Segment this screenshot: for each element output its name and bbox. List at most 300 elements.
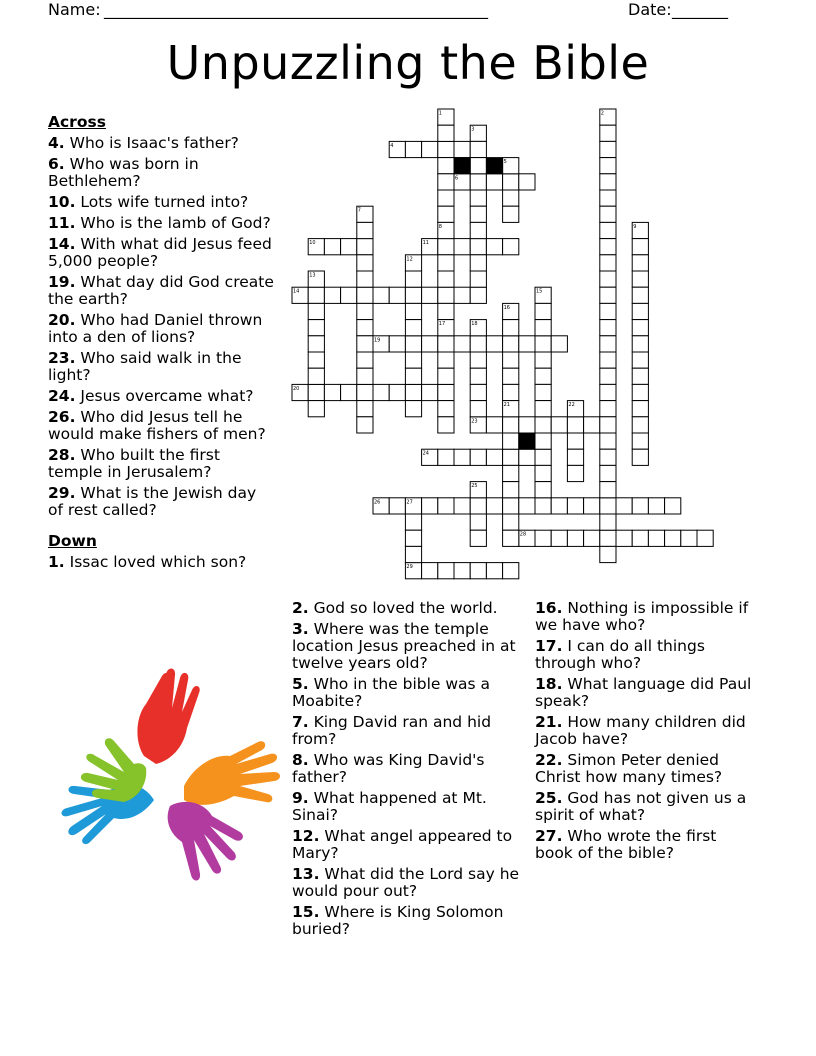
crossword-cell[interactable] bbox=[308, 303, 324, 319]
crossword-cell[interactable] bbox=[454, 449, 470, 465]
date-line[interactable]: _______ bbox=[672, 0, 728, 19]
crossword-cell[interactable] bbox=[503, 190, 519, 206]
clue-number: 11. bbox=[48, 214, 76, 232]
crossword-cell[interactable] bbox=[503, 320, 519, 336]
clue-text: How many children did Jacob have? bbox=[535, 713, 746, 748]
clue-number: 17. bbox=[535, 637, 563, 655]
crossword-cell[interactable] bbox=[405, 303, 421, 319]
crossword-cell[interactable] bbox=[454, 239, 470, 255]
crossword-cell[interactable] bbox=[503, 336, 519, 352]
crossword-cell[interactable] bbox=[470, 222, 486, 238]
clue-text: Who in the bible was a Moabite? bbox=[292, 675, 491, 710]
crossword-cell[interactable] bbox=[535, 352, 551, 368]
crossword-cell[interactable] bbox=[600, 206, 616, 222]
down-clue-21 bbox=[535, 714, 755, 748]
down-clue-17 bbox=[535, 638, 755, 672]
crossword-cell[interactable] bbox=[632, 336, 648, 352]
crossword-cell[interactable] bbox=[422, 563, 438, 579]
crossword-cell[interactable] bbox=[438, 303, 454, 319]
crossword-cell[interactable] bbox=[357, 287, 373, 303]
crossword-cell-number: 9 bbox=[633, 223, 637, 230]
clue-number: 23. bbox=[48, 349, 76, 367]
crossword-cell[interactable] bbox=[632, 401, 648, 417]
crossword-cell[interactable] bbox=[470, 514, 486, 530]
crossword-cell[interactable] bbox=[438, 498, 454, 514]
clue-number: 27. bbox=[535, 827, 563, 845]
crossword-cell[interactable] bbox=[616, 530, 632, 546]
crossword-cell[interactable] bbox=[324, 287, 340, 303]
crossword-cell[interactable] bbox=[357, 320, 373, 336]
crossword-cell-number: 25 bbox=[471, 483, 478, 490]
crossword-cell[interactable] bbox=[486, 449, 502, 465]
clue-text: What day did God create the earth? bbox=[48, 273, 274, 308]
crossword-cell[interactable] bbox=[519, 174, 535, 190]
clue-text: Issac loved which son? bbox=[69, 553, 247, 571]
crossword-cell[interactable] bbox=[341, 239, 357, 255]
crossword-cell[interactable] bbox=[535, 433, 551, 449]
clue-text: Who did Jesus tell he would make fishers of men? bbox=[48, 408, 266, 443]
crossword-cell[interactable] bbox=[600, 482, 616, 498]
down-heading: Down bbox=[48, 532, 97, 550]
crossword-cell[interactable] bbox=[422, 141, 438, 157]
crossword-cell[interactable] bbox=[308, 368, 324, 384]
crossword-cell[interactable] bbox=[405, 336, 421, 352]
crossword-cell[interactable] bbox=[503, 368, 519, 384]
crossword-cell[interactable] bbox=[632, 287, 648, 303]
crossword-cell[interactable] bbox=[405, 368, 421, 384]
crossword-cell-number: 23 bbox=[471, 418, 478, 425]
crossword-cell[interactable] bbox=[405, 320, 421, 336]
crossword-cell[interactable] bbox=[600, 368, 616, 384]
down-clue-22 bbox=[535, 752, 755, 786]
crossword-cell[interactable] bbox=[405, 287, 421, 303]
crossword-cell[interactable] bbox=[438, 336, 454, 352]
crossword-cell[interactable] bbox=[632, 530, 648, 546]
crossword-cell[interactable] bbox=[357, 222, 373, 238]
clue-number: 21. bbox=[535, 713, 563, 731]
crossword-cell-number: 18 bbox=[471, 321, 478, 328]
clue-number: 1. bbox=[48, 553, 65, 571]
crossword-cell[interactable] bbox=[535, 482, 551, 498]
colorful-hands-illustration bbox=[44, 656, 294, 896]
down-clue-2 bbox=[292, 600, 524, 617]
crossword-cell[interactable] bbox=[341, 287, 357, 303]
clue-number: 14. bbox=[48, 235, 76, 253]
crossword-cell[interactable] bbox=[535, 465, 551, 481]
crossword-cell[interactable] bbox=[470, 449, 486, 465]
crossword-cell-number: 26 bbox=[374, 499, 381, 506]
crossword-cell[interactable] bbox=[600, 158, 616, 174]
crossword-cell[interactable] bbox=[519, 498, 535, 514]
crossword-cell[interactable] bbox=[503, 449, 519, 465]
crossword-cell[interactable] bbox=[308, 384, 324, 400]
down-clue-15 bbox=[292, 904, 524, 938]
orange-hand-icon bbox=[184, 741, 280, 805]
crossword-cell[interactable] bbox=[632, 303, 648, 319]
crossword-cell[interactable] bbox=[486, 174, 502, 190]
crossword-cell[interactable] bbox=[600, 449, 616, 465]
crossword-cell[interactable] bbox=[405, 401, 421, 417]
crossword-cell[interactable] bbox=[567, 465, 583, 481]
crossword-cell[interactable] bbox=[600, 336, 616, 352]
crossword-cell[interactable] bbox=[357, 352, 373, 368]
crossword-cell[interactable] bbox=[535, 401, 551, 417]
clue-text: With what did Jesus feed 5,000 people? bbox=[48, 235, 272, 270]
crossword-cell-number: 21 bbox=[503, 402, 510, 409]
down-clue-5 bbox=[292, 676, 524, 710]
crossword-cell[interactable] bbox=[551, 498, 567, 514]
crossword-cell[interactable] bbox=[438, 158, 454, 174]
crossword-cell[interactable] bbox=[438, 287, 454, 303]
clue-number: 13. bbox=[292, 865, 320, 883]
crossword-cell[interactable] bbox=[308, 352, 324, 368]
crossword-cell-number: 14 bbox=[293, 288, 300, 295]
crossword-cell[interactable] bbox=[470, 158, 486, 174]
crossword-cell[interactable] bbox=[584, 530, 600, 546]
clue-text: What is the Jewish day of rest called? bbox=[48, 484, 257, 519]
crossword-cell[interactable] bbox=[470, 368, 486, 384]
clue-number: 26. bbox=[48, 408, 76, 426]
crossword-cell[interactable] bbox=[503, 498, 519, 514]
crossword-cell[interactable] bbox=[470, 190, 486, 206]
clue-number: 8. bbox=[292, 751, 309, 769]
crossword-cell[interactable] bbox=[405, 271, 421, 287]
clue-text: Nothing is impossible if we have who? bbox=[535, 599, 749, 634]
name-line[interactable]: ________________________________________________ bbox=[104, 0, 488, 19]
crossword-cell[interactable] bbox=[616, 498, 632, 514]
clue-number: 22. bbox=[535, 751, 563, 769]
crossword-cell[interactable] bbox=[405, 530, 421, 546]
crossword-cell-number: 12 bbox=[406, 256, 413, 263]
crossword-cell[interactable] bbox=[470, 563, 486, 579]
crossword-cell[interactable] bbox=[551, 417, 567, 433]
crossword-cell[interactable] bbox=[357, 303, 373, 319]
down-clue-9 bbox=[292, 790, 524, 824]
crossword-cell[interactable] bbox=[600, 190, 616, 206]
crossword-cell[interactable] bbox=[648, 498, 664, 514]
crossword-cell[interactable] bbox=[357, 401, 373, 417]
crossword-cell[interactable] bbox=[422, 384, 438, 400]
crossword-cell[interactable] bbox=[373, 287, 389, 303]
crossword-block-cell bbox=[519, 433, 535, 449]
crossword-cell[interactable] bbox=[567, 530, 583, 546]
crossword-cell[interactable] bbox=[551, 530, 567, 546]
crossword-cell[interactable] bbox=[503, 563, 519, 579]
crossword-cell[interactable] bbox=[632, 320, 648, 336]
clue-number: 9. bbox=[292, 789, 309, 807]
crossword-cell[interactable] bbox=[470, 239, 486, 255]
crossword-cell[interactable] bbox=[470, 530, 486, 546]
crossword-cell[interactable] bbox=[600, 514, 616, 530]
crossword-cell[interactable] bbox=[632, 498, 648, 514]
crossword-cell[interactable] bbox=[308, 287, 324, 303]
crossword-cell[interactable] bbox=[600, 384, 616, 400]
crossword-cell[interactable] bbox=[535, 530, 551, 546]
crossword-cell[interactable] bbox=[389, 384, 405, 400]
crossword-cell[interactable] bbox=[438, 401, 454, 417]
crossword-cell[interactable] bbox=[567, 417, 583, 433]
crossword-cell[interactable] bbox=[308, 336, 324, 352]
clue-text: Who wrote the first book of the bible? bbox=[535, 827, 717, 862]
crossword-cell[interactable] bbox=[503, 174, 519, 190]
crossword-cell[interactable] bbox=[405, 514, 421, 530]
clue-text: Jesus overcame what? bbox=[80, 387, 254, 405]
crossword-cell[interactable] bbox=[632, 384, 648, 400]
clue-number: 10. bbox=[48, 193, 76, 211]
crossword-cell[interactable] bbox=[551, 336, 567, 352]
crossword-cell[interactable] bbox=[357, 271, 373, 287]
crossword-cell[interactable] bbox=[519, 417, 535, 433]
clue-number: 19. bbox=[48, 273, 76, 291]
crossword-cell[interactable] bbox=[438, 352, 454, 368]
crossword-cell[interactable] bbox=[454, 141, 470, 157]
crossword-cell[interactable] bbox=[357, 384, 373, 400]
crossword-block-cell bbox=[486, 158, 502, 174]
crossword-cell[interactable] bbox=[503, 239, 519, 255]
crossword-cell[interactable] bbox=[600, 417, 616, 433]
crossword-cell[interactable] bbox=[697, 530, 713, 546]
crossword-cell[interactable] bbox=[438, 125, 454, 141]
crossword-cell[interactable] bbox=[632, 449, 648, 465]
crossword-cell[interactable] bbox=[470, 287, 486, 303]
crossword-cell[interactable] bbox=[405, 352, 421, 368]
clue-number: 12. bbox=[292, 827, 320, 845]
crossword-cell[interactable] bbox=[600, 287, 616, 303]
crossword-cell[interactable] bbox=[567, 449, 583, 465]
crossword-cell[interactable] bbox=[632, 255, 648, 271]
down-clue-13 bbox=[292, 866, 524, 900]
crossword-cell[interactable] bbox=[470, 498, 486, 514]
crossword-cell[interactable] bbox=[486, 417, 502, 433]
crossword-cell[interactable] bbox=[357, 239, 373, 255]
crossword-cell[interactable] bbox=[503, 433, 519, 449]
crossword-block-cell bbox=[454, 158, 470, 174]
crossword-cell[interactable] bbox=[648, 530, 664, 546]
crossword-cell[interactable] bbox=[503, 465, 519, 481]
crossword-cell[interactable] bbox=[600, 255, 616, 271]
crossword-cell[interactable] bbox=[632, 271, 648, 287]
crossword-cell-number: 5 bbox=[503, 159, 507, 166]
clue-text: Who is Isaac's father? bbox=[69, 134, 239, 152]
clue-number: 15. bbox=[292, 903, 320, 921]
crossword-cell[interactable] bbox=[519, 449, 535, 465]
crossword-cell-number: 3 bbox=[471, 126, 475, 133]
crossword-cell[interactable] bbox=[438, 190, 454, 206]
crossword-cell[interactable] bbox=[584, 498, 600, 514]
crossword-cell-number: 7 bbox=[357, 207, 361, 214]
crossword-cell[interactable] bbox=[600, 546, 616, 562]
crossword-cell[interactable] bbox=[600, 239, 616, 255]
crossword-cell-number: 11 bbox=[422, 240, 429, 247]
crossword-cell[interactable] bbox=[470, 174, 486, 190]
down-clue-18 bbox=[535, 676, 755, 710]
crossword-cell[interactable] bbox=[665, 530, 681, 546]
crossword-cell[interactable] bbox=[632, 433, 648, 449]
crossword-cell[interactable] bbox=[373, 384, 389, 400]
clue-text: Who was born in Bethlehem? bbox=[48, 155, 199, 190]
crossword-cell[interactable] bbox=[470, 352, 486, 368]
clue-text: Who built the first temple in Jerusalem? bbox=[48, 446, 220, 481]
crossword-cell[interactable] bbox=[567, 433, 583, 449]
clue-number: 24. bbox=[48, 387, 76, 405]
crossword-cell[interactable] bbox=[438, 141, 454, 157]
crossword-cell[interactable] bbox=[438, 563, 454, 579]
crossword-cell[interactable] bbox=[470, 401, 486, 417]
crossword-cell[interactable] bbox=[454, 287, 470, 303]
crossword-cell[interactable] bbox=[324, 384, 340, 400]
crossword-cell[interactable] bbox=[535, 449, 551, 465]
crossword-cell[interactable] bbox=[389, 498, 405, 514]
crossword-cell[interactable] bbox=[422, 336, 438, 352]
crossword-cell[interactable] bbox=[486, 498, 502, 514]
crossword-cell[interactable] bbox=[357, 368, 373, 384]
crossword-cell[interactable] bbox=[535, 368, 551, 384]
crossword-cell[interactable] bbox=[438, 449, 454, 465]
clue-text: What did the Lord say he would pour out? bbox=[292, 865, 520, 900]
crossword-cell[interactable] bbox=[438, 417, 454, 433]
crossword-cell[interactable] bbox=[470, 255, 486, 271]
crossword-cell[interactable] bbox=[454, 498, 470, 514]
crossword-cell[interactable] bbox=[389, 287, 405, 303]
crossword-cell[interactable] bbox=[632, 239, 648, 255]
clue-text: Who had Daniel thrown into a den of lions? bbox=[48, 311, 263, 346]
clue-text: I can do all things through who? bbox=[535, 637, 705, 672]
crossword-cell[interactable] bbox=[600, 303, 616, 319]
crossword-cell[interactable] bbox=[470, 336, 486, 352]
crossword-cell[interactable] bbox=[422, 287, 438, 303]
crossword-cell[interactable] bbox=[600, 401, 616, 417]
crossword-cell-number: 27 bbox=[406, 499, 413, 506]
page-title: Unpuzzling the Bible bbox=[166, 36, 650, 90]
crossword-cell[interactable] bbox=[438, 174, 454, 190]
purple-hand-icon bbox=[168, 802, 243, 881]
crossword-cell[interactable] bbox=[341, 384, 357, 400]
crossword-cell[interactable] bbox=[600, 465, 616, 481]
crossword-cell[interactable] bbox=[389, 336, 405, 352]
crossword-cell[interactable] bbox=[438, 271, 454, 287]
crossword-cell-number: 22 bbox=[568, 402, 575, 409]
crossword-cell[interactable] bbox=[438, 255, 454, 271]
crossword-cell-number: 29 bbox=[406, 564, 413, 571]
crossword-cell[interactable] bbox=[454, 563, 470, 579]
crossword-cell[interactable] bbox=[324, 239, 340, 255]
clue-number: 29. bbox=[48, 484, 76, 502]
crossword-cell[interactable] bbox=[486, 336, 502, 352]
clue-text: God has not given us a spirit of what? bbox=[535, 789, 747, 824]
crossword-cell[interactable] bbox=[600, 498, 616, 514]
crossword-cell[interactable] bbox=[454, 336, 470, 352]
crossword-cell-number: 4 bbox=[390, 142, 394, 149]
crossword-cell[interactable] bbox=[438, 384, 454, 400]
crossword-cell[interactable] bbox=[470, 271, 486, 287]
crossword-cell[interactable] bbox=[503, 530, 519, 546]
across-heading: Across bbox=[48, 113, 106, 131]
crossword-cell-number: 16 bbox=[503, 304, 510, 311]
crossword-cell[interactable] bbox=[503, 514, 519, 530]
crossword-cell[interactable] bbox=[665, 498, 681, 514]
crossword-cell[interactable] bbox=[535, 320, 551, 336]
down-clue-7 bbox=[292, 714, 524, 748]
crossword-cell[interactable] bbox=[503, 417, 519, 433]
crossword-cell[interactable] bbox=[600, 222, 616, 238]
red-hand-icon bbox=[137, 668, 199, 764]
crossword-cell[interactable] bbox=[357, 255, 373, 271]
crossword-cell[interactable] bbox=[535, 336, 551, 352]
crossword-cell[interactable] bbox=[470, 141, 486, 157]
crossword-cell[interactable] bbox=[535, 498, 551, 514]
crossword-cell[interactable] bbox=[632, 368, 648, 384]
crossword-cell[interactable] bbox=[438, 239, 454, 255]
clue-text: What language did Paul speak? bbox=[535, 675, 752, 710]
crossword-cell[interactable] bbox=[438, 368, 454, 384]
crossword-cell[interactable] bbox=[503, 482, 519, 498]
crossword-cell[interactable] bbox=[438, 206, 454, 222]
crossword-cell[interactable] bbox=[308, 401, 324, 417]
crossword-cell[interactable] bbox=[308, 320, 324, 336]
crossword-cell[interactable] bbox=[503, 206, 519, 222]
crossword-cell[interactable] bbox=[632, 352, 648, 368]
crossword-cell[interactable] bbox=[681, 530, 697, 546]
crossword-cell[interactable] bbox=[470, 206, 486, 222]
crossword-cell[interactable] bbox=[503, 384, 519, 400]
crossword-cell-number: 6 bbox=[455, 175, 459, 182]
crossword-cell[interactable] bbox=[405, 141, 421, 157]
crossword-cell[interactable] bbox=[422, 498, 438, 514]
crossword-cell[interactable] bbox=[357, 417, 373, 433]
down-clue-25 bbox=[535, 790, 755, 824]
down-clue-8 bbox=[292, 752, 524, 786]
crossword-cell[interactable] bbox=[567, 498, 583, 514]
crossword-cell[interactable] bbox=[600, 141, 616, 157]
crossword-cell[interactable] bbox=[503, 352, 519, 368]
crossword-cell-number: 1 bbox=[438, 110, 442, 117]
crossword-cell[interactable] bbox=[535, 384, 551, 400]
crossword-cell[interactable] bbox=[600, 320, 616, 336]
crossword-cell[interactable] bbox=[535, 417, 551, 433]
clue-number: 2. bbox=[292, 599, 309, 617]
crossword-cell[interactable] bbox=[357, 336, 373, 352]
clue-number: 20. bbox=[48, 311, 76, 329]
crossword-cell[interactable] bbox=[600, 352, 616, 368]
clue-number: 18. bbox=[535, 675, 563, 693]
crossword-cell[interactable] bbox=[584, 417, 600, 433]
crossword-cell[interactable] bbox=[600, 125, 616, 141]
crossword-cell[interactable] bbox=[470, 384, 486, 400]
crossword-cell-number: 19 bbox=[374, 337, 381, 344]
clue-text: King David ran and hid from? bbox=[292, 713, 492, 748]
down-clue-3 bbox=[292, 621, 524, 672]
clue-number: 25. bbox=[535, 789, 563, 807]
crossword-cell-number: 20 bbox=[293, 385, 300, 392]
crossword-cell[interactable] bbox=[405, 384, 421, 400]
clue-number: 5. bbox=[292, 675, 309, 693]
crossword-cell[interactable] bbox=[600, 433, 616, 449]
crossword-cell[interactable] bbox=[600, 271, 616, 287]
crossword-cell[interactable] bbox=[535, 303, 551, 319]
crossword-cell[interactable] bbox=[600, 530, 616, 546]
crossword-cell[interactable] bbox=[519, 336, 535, 352]
clue-text: Where was the temple location Jesus preached in at twelve years old? bbox=[292, 620, 516, 672]
crossword-cell[interactable] bbox=[600, 174, 616, 190]
crossword-cell[interactable] bbox=[632, 417, 648, 433]
date-label: Date: bbox=[628, 0, 672, 19]
crossword-cell-number: 8 bbox=[438, 223, 442, 230]
crossword-cell-number: 13 bbox=[309, 272, 316, 279]
crossword-cell[interactable] bbox=[486, 563, 502, 579]
crossword-cell-number: 2 bbox=[600, 110, 604, 117]
crossword-cell[interactable] bbox=[486, 239, 502, 255]
crossword-cell[interactable] bbox=[405, 546, 421, 562]
